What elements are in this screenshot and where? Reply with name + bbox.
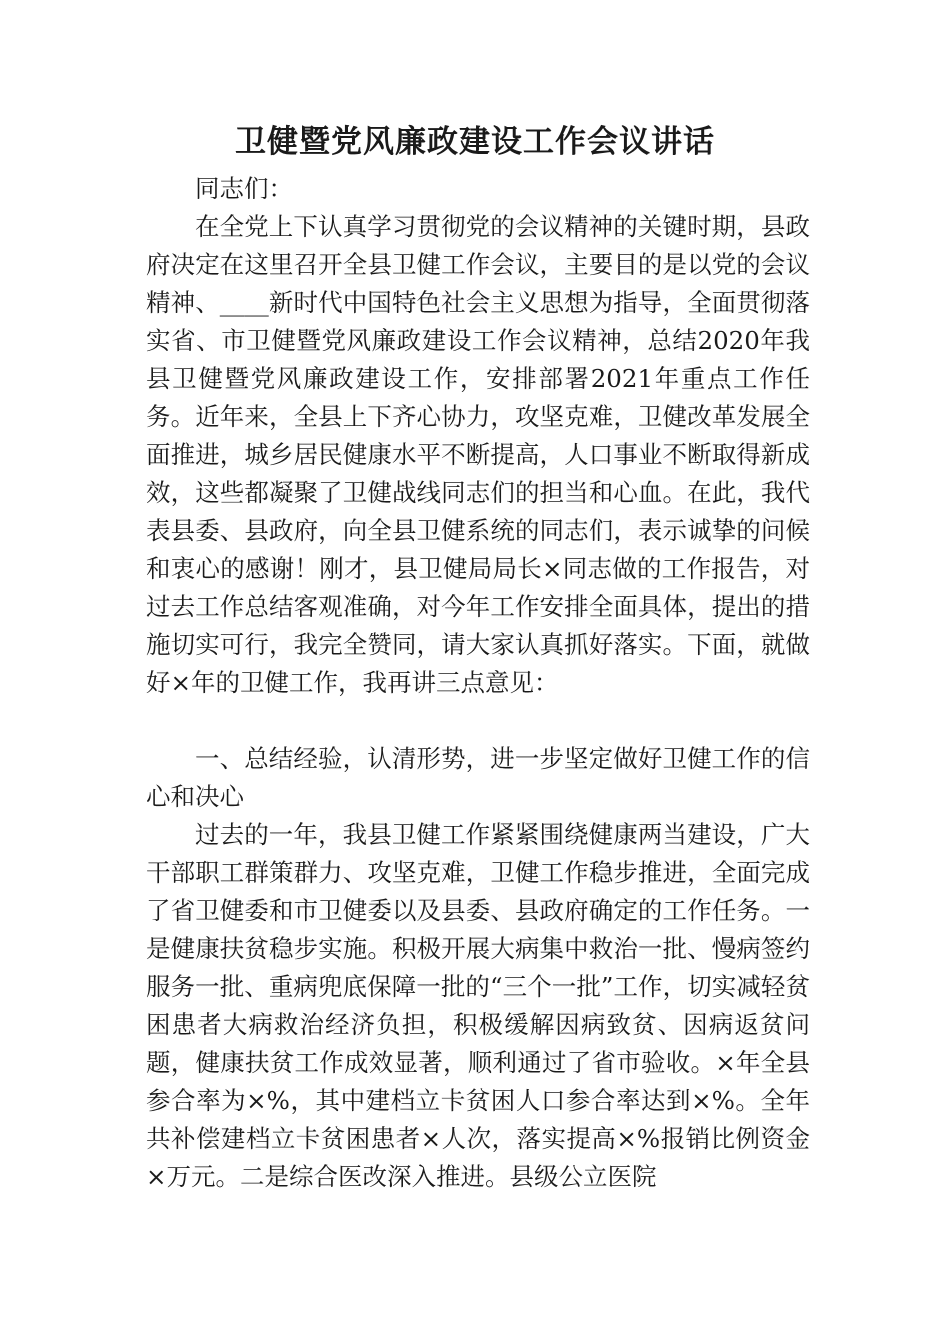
document-title: 卫健暨党风廉政建设工作会议讲话 [235,124,715,160]
salutation: 同志们： [195,174,293,203]
section-heading: 一、总结经验，认清形势，进一步坚定做好卫健工作的信心和决心 [146,744,810,811]
intro-paragraph: 在全党上下认真学习贯彻党的会议精神的关键时期，县政府决定在这里召开全县卫健工作会议，主要目的是以党的会议精神、____新时代中国特色社会主义思想为指导，全面贯彻落实省、市卫健暨党风廉政建设工作会议精神，总结2020年我县卫健暨党风廉政建设工作，安排部署2021年重点工作任务。近年来，全县上下齐心协力，攻坚克难，卫健改革发展全面推进，城乡居民健康水平不断提高，人口事业不断取得新成效，这些都凝聚了卫健战线同志们的担当和心血。在此，我代表县委、县政府，向全县卫健系统的同志们，表示诚挚的问候和衷心的感谢！刚才，县卫健局局长×同志做的工作报告，对过去工作总结客观准确，对今年工作安排全面具体，提出的措施切实可行，我完全赞同，请大家认真抓好落实。下面，就做好×年的卫健工作，我再讲三点意见： [146,212,810,697]
document-body [146,170,810,1196]
section-paragraph: 过去的一年，我县卫健工作紧紧围绕健康两当建设，广大干部职工群策群力、攻坚克难，卫健工作稳步推进，全面完成了省卫健委和市卫健委以及县委、县政府确定的工作任务。一是健康扶贫稳步实施。积极开展大病集中救治一批、慢病签约服务一批、重病兜底保障一批的“三个一批”工作，切实减轻贫困患者大病救治经济负担，积极缓解因病致贫、因病返贫问题，健康扶贫工作成效显著，顺利通过了省市验收。×年全县参合率为×%，其中建档立卡贫困人口参合率达到×%。全年共补偿建档立卡贫困患者×人次，落实提高×%报销比例资金×万元。二是综合医改深入推进。县级公立医院 [146,820,810,1191]
